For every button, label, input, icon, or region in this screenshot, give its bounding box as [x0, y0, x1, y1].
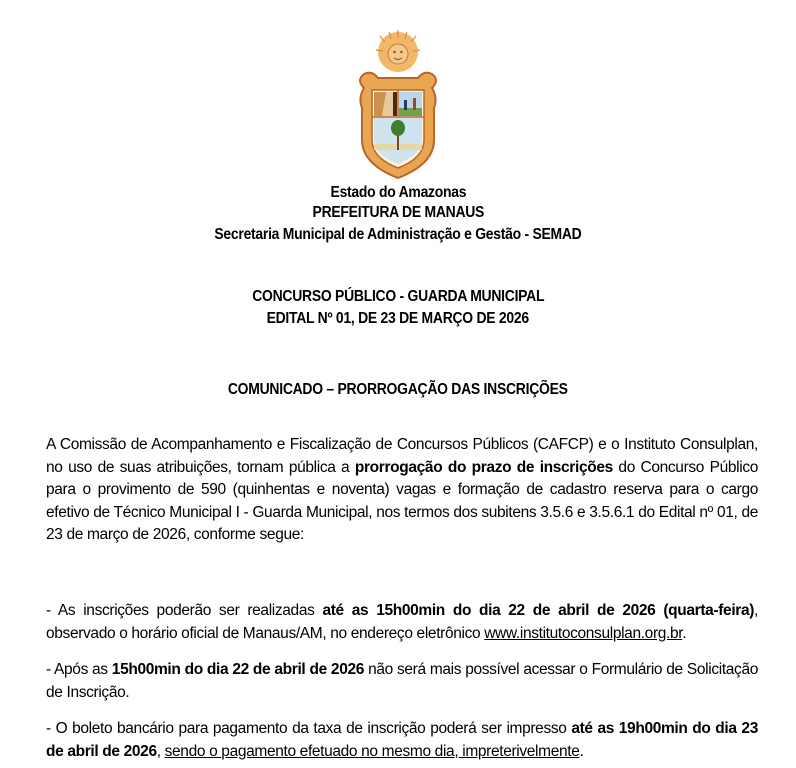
item-bold: até as 19h00min do dia 23 de abril de 2026 — [46, 720, 758, 760]
item-boleto-deadline — [46, 718, 758, 763]
contest-title: CONCURSO PÚBLICO - GUARDA MUNICIPAL — [251, 288, 545, 305]
intro-text-cont: do Concurso Público para o provimento de 590 (quinhentas e noventa) vagas e formação de cadastro reserva para o cargo efetivo de Técnico Municipal I - Guarda Municipal, nos termos dos subitens 3.5.6 e 3.5.6.1 do Edital nº 01, de 23 de março de 2026, conforme segue: — [46, 458, 758, 543]
item-punct: . — [682, 624, 687, 642]
prefecture-name: PREFEITURA DE MANAUS — [312, 204, 484, 221]
intro-bold: prorrogação do prazo de inscrições — [354, 458, 613, 476]
intro-text: A Comissão de Acompanhamento e Fiscalização de Concursos Públicos (CAFCP) e o Instituto Consulplan, no uso de suas atribuições, tornam pública a — [46, 436, 758, 476]
communique-title: COMUNICADO – PRORROGAÇÃO DAS INSCRIÇÕES — [228, 381, 568, 398]
item-text: - O boleto bancário para pagamento da taxa de inscrição poderá ser impresso — [46, 720, 572, 737]
item-text-cont: , observado o horário oficial de Manaus/AM, no endereço eletrônico — [46, 602, 759, 642]
intro-paragraph — [46, 434, 758, 547]
state-name: Estado do Amazonas — [330, 184, 466, 201]
item-text-cont: não será mais possível acessar o Formulário de Solicitação de Inscrição. — [46, 661, 758, 701]
secretariat-name: Secretaria Municipal de Administração e Gestão - SEMAD — [214, 226, 582, 243]
coat-of-arms-icon — [350, 28, 446, 180]
item-text-cont: , — [156, 742, 165, 760]
item-bold: até as 15h00min do dia 22 de abril de 2026 (quarta-feira) — [322, 602, 755, 619]
item-text: - Após as — [46, 661, 112, 678]
item-underlined: sendo o pagamento efetuado no mesmo dia, impreterivelmente — [164, 742, 580, 760]
item-bold: 15h00min do dia 22 de abril de 2026 — [111, 661, 365, 678]
item-text: - As inscrições poderão ser realizadas — [46, 602, 323, 619]
edital-title: EDITAL Nº 01, DE 23 DE MARÇO DE 2026 — [266, 310, 530, 327]
item-punct: . — [579, 742, 584, 760]
item-registration-deadline — [46, 600, 758, 645]
consulplan-link[interactable]: www.institutoconsulplan.org.br — [484, 624, 683, 642]
item-form-closing — [46, 659, 758, 704]
